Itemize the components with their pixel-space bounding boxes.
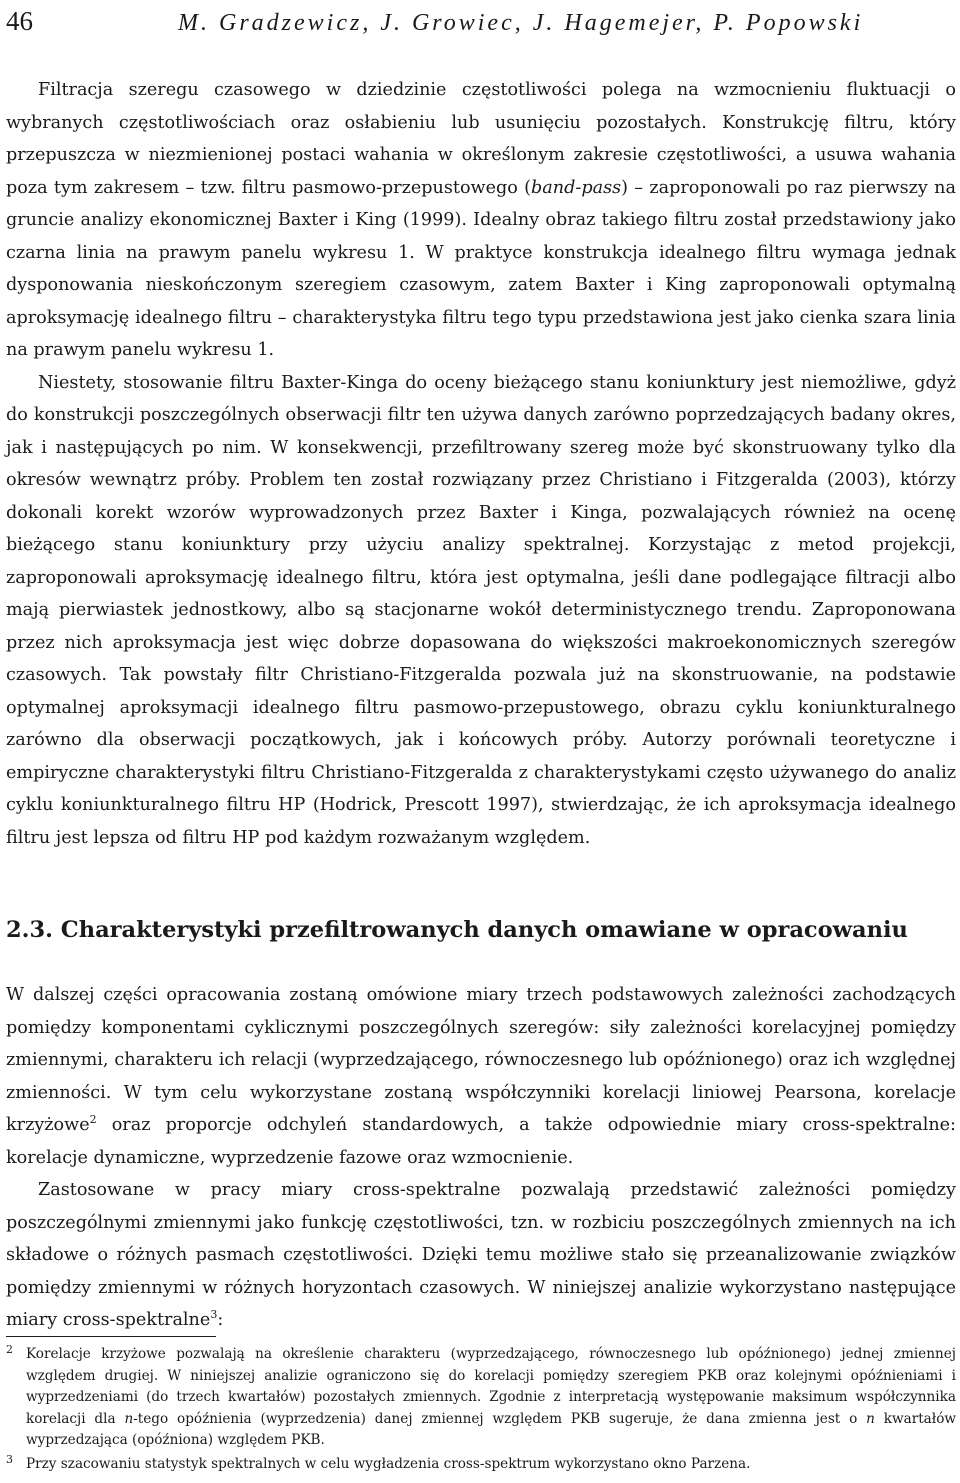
- footnote-ref-2[interactable]: 2: [89, 1113, 97, 1127]
- paragraph-text: ) – zaproponowali po raz pierwszy na gruncie analizy ekonomicznej Baxter i King (1999). Idealny obraz takiego filtru został przedstawiony jako czarna linia na prawym panelu wykresu 1. W praktyce konstrukcja idealnego filtru wymaga jednak dysponowania nieskończonym szeregiem czasowym, zatem Baxter i King zaproponowali optymalną aproksymację idealnego filtru – charakterystyka filtru tego typu przedstawiona jest jako cienka szara linia na prawym panelu wykresu 1.: [6, 177, 956, 360]
- running-head: M. Gradzewicz, J. Growiec, J. Hagemejer, P. Popowski: [178, 10, 864, 36]
- footnotes: [6, 1344, 956, 1477]
- page-number: 46: [6, 6, 33, 36]
- body-text: [6, 74, 956, 854]
- footnote-number: 2: [6, 1343, 13, 1356]
- footnote-text: kwartałów wyprzedzająca (opóźniona) względem PKB.: [26, 1410, 957, 1448]
- paragraph-text: W dalszej części opracowania zostaną omówione miary trzech podstawowych zależności zachodzących pomiędzy komponentami cyklicznymi poszczególnych szeregów: siły zależności korelacyjnej pomiędzy zmiennymi, charakteru ich relacji (wyprzedzającego, równoczesnego lub opóźnionego) oraz ich względnej zmienności. W tym celu wykorzystane zostaną współczynniki korelacji liniowej Pearsona, korelacje krzyżowe: [6, 985, 956, 1135]
- footnote-text: -tego opóźnienia (wyprzedzenia) danej zmiennej względem PKB sugeruje, że dana zmienna jest o: [133, 1410, 867, 1427]
- footnote-rule: [6, 1336, 216, 1337]
- emphasis-band-pass: band-pass: [531, 177, 622, 198]
- paragraph-measures: [6, 979, 956, 1174]
- footnote-text: Przy szacowaniu statystyk spektralnych w celu wygładzenia cross-spektrum wykorzystano okno Parzena.: [26, 1455, 751, 1472]
- page-header: [6, 4, 954, 38]
- paragraph-text: oraz proporcje odchyleń standardowych, a także odpowiednie miary cross-spektralne: korelacje dynamiczne, wyprzedzenie fazowe oraz wzmocnienie.: [6, 1115, 956, 1168]
- section-heading: 2.3. Charakterystyki przefiltrowanych danych omawiane w opracowaniu: [6, 917, 908, 943]
- paragraph-christiano-fitzgerald: Niestety, stosowanie filtru Baxter-Kinga do oceny bieżącego stanu koniunktury jest niemożliwe, gdyż do konstrukcji poszczególnych obserwacji filtr ten używa danych zarówno poprzedzających badany okres, jak i następujących po nim. W konsekwencji, przefiltrowany szereg może być skonstruowany tylko dla okresów wewnątrz próby. Problem ten został rozwiązany przez Christiano i Fitzgeralda (2003), którzy dokonali korekt wzorów wyprowadzonych przez Baxter i Kinga, pozwalających również na ocenę bieżącego stanu koniunktury przy użyciu analizy spektralnej. Korzystając z metod projekcji, zaproponowali aproksymację idealnego filtru, która jest optymalna, jeśli dane podlegające filtracji albo mają pierwiastek jednostkowy, albo są stacjonarne wokół deterministycznego trendu. Zaproponowana przez nich aproksymacja jest więc dobrze dopasowana do większości makroekonomicznych szeregów czasowych. Tak powstały filtr Christiano-Fitzgeralda pozwala już na skonstruowanie, na podstawie optymalnej aproksymacji idealnego filtru pasmowo-przepustowego, obrazu cyklu koniunkturalnego zarówno dla obserwacji początkowych, jak i końcowych próby. Autorzy porównali teoretyczne i empiryczne charakterystyki filtru Christiano-Fitzgeralda z charakterystykami często używanego do analiz cyklu koniunkturalnego filtru HP (Hodrick, Prescott 1997), stwierdzając, że ich aproksymacja idealnego filtru jest lepsza od filtru HP pod każdym rozważanym względem.: [6, 372, 956, 848]
- paragraph-cross-spectral: [6, 1174, 956, 1337]
- paragraph-text: Zastosowane w pracy miary cross-spektralne pozwalają przedstawić zależności pomiędzy poszczególnymi zmiennymi jako funkcję częstotliwości, tzn. w rozbiciu poszczególnych zmiennych na ich składowe o różnych pasmach częstotliwości. Dzięki temu możliwe stało się przeanalizowanie związków pomiędzy zmiennymi w różnych horyzontach czasowych. W niniejszej analizie wykorzystano następujące miary cross-spektralne: [6, 1180, 956, 1330]
- footnote-ref-3[interactable]: 3: [210, 1308, 218, 1322]
- footnote-math-n: n: [124, 1410, 134, 1427]
- footnote-number: 3: [6, 1452, 13, 1466]
- paragraph-filtration: [6, 74, 956, 367]
- footnote-3: [6, 1454, 956, 1476]
- footnote-math-n: n: [866, 1410, 875, 1427]
- paragraph-text: Filtracja szeregu czasowego w dziedzinie częstotliwości polega na wzmocnieniu fluktuacji o wybranych częstotliwościach oraz osłabieniu lub usunięciu pozostałych. Konstrukcję filtru, który przepuszcza w niezmienionej postaci wahania w określonym zakresie częstotliwości, a usuwa wahania poza tym zakresem – tzw. filtru pasmowo-przepustowego (: [6, 80, 956, 198]
- footnote-text: Korelacje krzyżowe pozwalają na określenie charakteru (wyprzedzającego, równoczesnego lub opóźnionego) jednej zmiennej względem drugiej. W niniejszej analizie ograniczono się do korelacji pomiędzy szeregiem PKB oraz kolejnymi opóźnieniami i wyprzedzeniami (do trzech kwartałów) pozostałych zmiennych. Zgodnie z interpretacją występowanie maksimum współczynnika korelacji dla: [26, 1346, 956, 1427]
- footnote-2: [6, 1344, 956, 1452]
- section-2-3: [6, 910, 956, 1337]
- paragraph-text: :: [217, 1310, 224, 1330]
